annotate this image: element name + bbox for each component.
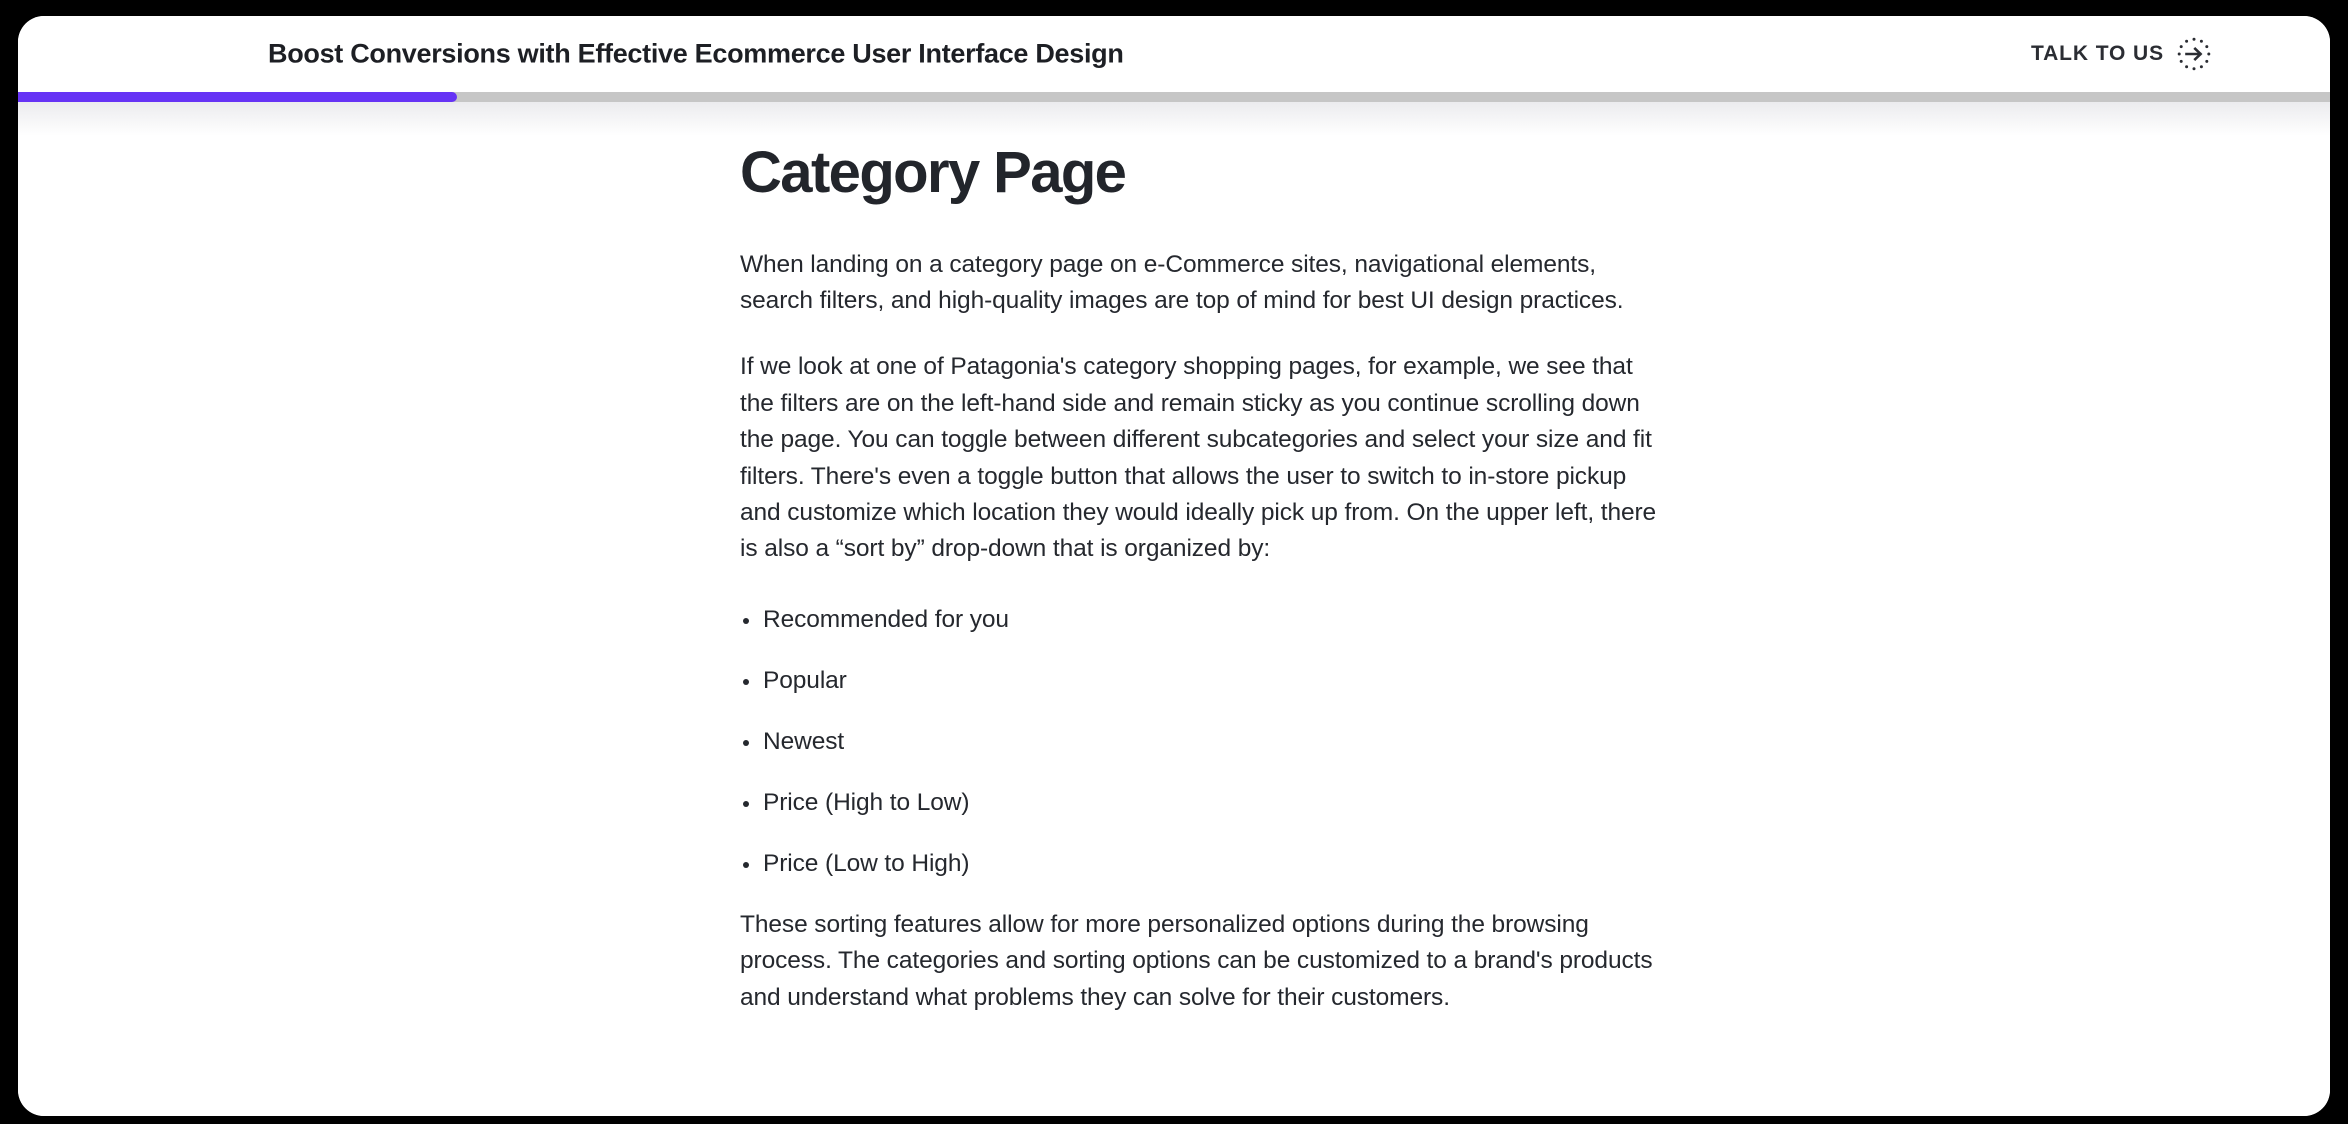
list-item: Price (High to Low) [740, 785, 1660, 821]
article-paragraph-1: When landing on a category page on e-Commerce sites, navigational elements, search filters, and high-quality images are top of mind for best UI design practices. [740, 250, 1624, 315]
content-area [18, 136, 2330, 1116]
article-paragraph-2: If we look at one of Patagonia's category shopping pages, for example, we see that the filters are on the left-hand side and remain sticky as you continue scrolling down the page. You can toggle between different subcategories and select your size and fit filters. There's even a toggle button that allows the user to switch to in-store pickup and customize which location they would ideally pick up from. On the upper left, there is also a “sort by” drop-down that is organized by: [740, 353, 1657, 563]
browser-panel [18, 16, 2330, 1116]
article-body [740, 142, 1660, 1050]
article-heading: Category Page [740, 140, 1126, 205]
list-item: Recommended for you [740, 602, 1660, 638]
list-item: Popular [740, 663, 1660, 699]
sort-options-list [740, 602, 1660, 882]
talk-to-us-button[interactable] [2031, 36, 2212, 72]
header-shadow [18, 102, 2330, 136]
reading-progress-fill [18, 92, 457, 102]
list-item: Price (Low to High) [740, 846, 1660, 882]
top-bar [18, 16, 2330, 92]
list-item: Newest [740, 724, 1660, 760]
page-title: Boost Conversions with Effective Ecommerce User Interface Design [268, 38, 1124, 69]
arrow-right-dotted-circle-icon [2176, 36, 2212, 72]
reading-progress-bar[interactable] [18, 92, 2330, 102]
article-paragraph-3: These sorting features allow for more personalized options during the browsing process. The categories and sorting options can be customized to a brand's products and understand what problems they can solve for their customers. [740, 910, 1653, 1011]
talk-to-us-label: TALK TO US [2030, 42, 2164, 65]
